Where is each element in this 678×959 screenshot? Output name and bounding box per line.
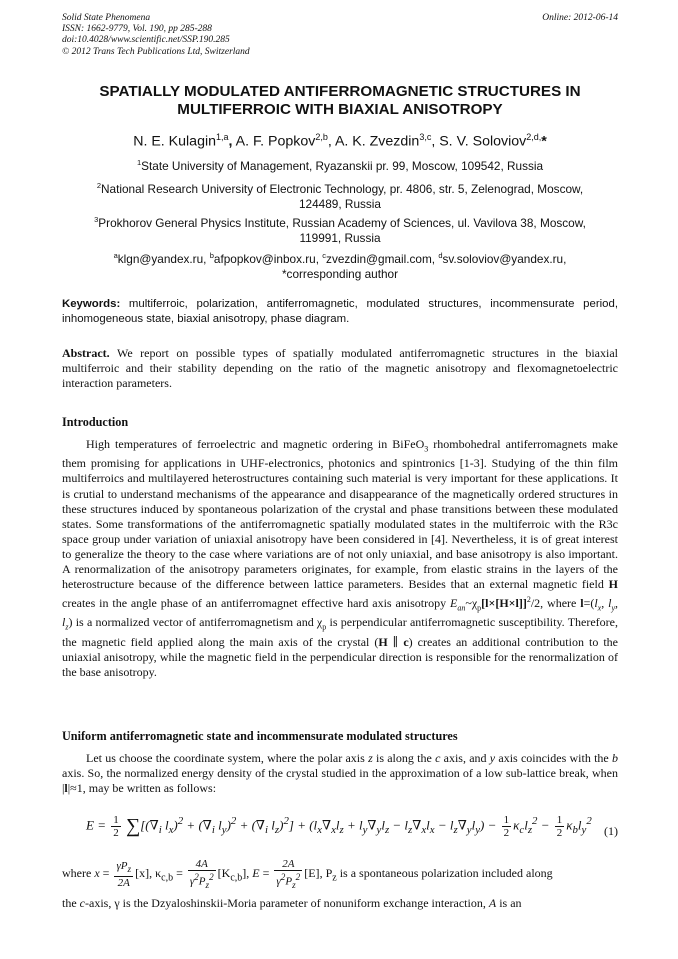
equation-definitions: where x = $\frac{\gamma P_z}{2A}$ [x], $\kappa_{c,b}$ = $\frac{4A}{\gamma^2P_z^2}$ $[K_{c,b}]$, E = $\frac{2A}{\gamma^2P_z^2}$ [E], $P_z$ is a spontaneous polarization included along the c-axis, γ is the Dzyaloshinskii-Moria parameter of nonuniform exchange interaction, A is an xyxy=(62,858,553,910)
online-date: Online: 2012-06-14 xyxy=(542,13,618,23)
keywords xyxy=(62,297,618,327)
copyright-line: © 2012 Trans Tech Publications Ltd, Switzerland xyxy=(62,46,250,57)
journal-name: Solid State Phenomena xyxy=(62,13,151,23)
title-line-2: MULTIFERROIC WITH BIAXIAL ANISOTROPY xyxy=(177,101,503,118)
journal-header xyxy=(62,13,618,58)
affiliation-3: $^3$Prokhorov General Physics Institute, Russian Academy of Sciences, ul. Vavilova 38, Moscow, 119991, Russia xyxy=(94,215,586,245)
author-2: A. F. Popkov xyxy=(235,133,316,150)
keywords-label: Keywords: xyxy=(62,298,121,310)
author-list: N. E. Kulagin$^{1,a}$, A. F. Popkov$^{2,b}$, A. K. Zvezdin$^{3,c}$, S. V. Soloviov$^{2,d,}$* xyxy=(133,132,547,150)
energy-equation xyxy=(86,810,618,854)
issn-line: ISSN: 1662-9779, Vol. 190, pp 285-288 xyxy=(62,24,212,35)
section2-paragraph: Let us choose the coordinate system, where the polar axis z is along the c axis, and y axis coincides with the b axis. So, the normalized energy density of the crystal studied in the approximation of a low sub-lattice break, when |l|≈1, may be written as follows: xyxy=(62,751,619,796)
email-c[interactable]: zvezdin@gmail.com, xyxy=(326,251,439,266)
doi-line: doi:10.4028/www.scientific.net/SSP.190.285 xyxy=(62,35,230,46)
email-b[interactable]: afpopkov@inbox.ru, xyxy=(213,251,323,266)
email-d[interactable]: sv.soloviov@yandex.ru, xyxy=(442,251,567,266)
paper-title xyxy=(62,83,618,119)
abstract-label: Abstract. xyxy=(62,346,110,360)
section-heading-uniform-state: Uniform antiferromagnetic state and incommensurate modulated structures xyxy=(62,729,458,743)
author-4: S. V. Soloviov xyxy=(439,133,527,150)
title-line-1: SPATIALLY MODULATED ANTIFERROMAGNETIC STRUCTURES IN xyxy=(99,83,581,100)
affiliation-1: $^1$State University of Management, Ryazanskii pr. 99, Moscow, 109542, Russia xyxy=(136,158,544,173)
abstract-text: We report on possible types of spatially modulated antiferromagnetic structures in the biaxial multiferroic and their stability depending on the ratio of the magnetic anisotropy and flexomagnetoelectric interaction parameters. xyxy=(62,346,618,391)
equation-body: E = $\frac{1}{2}$ $\sum[(\nabla_i$ $l_x)^2 + (\nabla_i$ $l_y)^2 + (\nabla_i$ $l_z)^2] + (l_x\nabla_xl_z + l_y\nabla_yl_z - l_z\nabla_xl_x - l_z\nabla_yl_y)$ − $\frac{1}{2}$ $\kappa_cl_z^2$ − $\frac{1}{2}$ $\kappa_bl_y^2$ xyxy=(86,814,592,839)
author-emails: $^a$klgn@yandex.ru, $^b$afpopkov@inbox.ru, $^c$zvezdin@gmail.com, $^d$sv.soloviov@yandex.ru, *corresponding author xyxy=(62,248,618,282)
author-3: A. K. Zvezdin xyxy=(334,133,420,150)
email-a[interactable]: klgn@yandex.ru, xyxy=(117,251,210,266)
equation-number: (1) xyxy=(604,824,618,838)
author-1: N. E. Kulagin xyxy=(133,133,217,150)
affiliation-2: $^2$National Research University of Electronic Technology, pr. 4806, str. 5, Zelenograd, Moscow, 124489, Russia xyxy=(96,181,584,211)
corresponding-author-note: *corresponding author xyxy=(281,266,399,281)
introduction-paragraph: High temperatures of ferroelectric and magnetic ordering in BiFeO$_3$ rhombohedral antiferromagnets make them promising for applications in UHF-electronics, photonics and spintronics [1-3]. Studying of the thin film multiferroics and multilayered heterostructures containing such material is very important for these applications. It is crutial to understand mechanisms of the appearance and disappearance of the magnetically ordered structures in these structures induced by spontaneous polarization of the crystal and phase transitions between these modulated states. Some transformations of the antiferromagnetic spatially modulated states in the multiferroic with the R3c space group under variation of uniaxial anisotropy have been considered in [4]. Nevertheless, it is of great interest to generalize the theory to the case where variations are of not only uniaxial, and base anisotropy is also important. A renormalization of the anisotropy parameters originates, for example, from elastic strains in the layers of the heterostructure because of the difference between lattice parameters. Besides that an external magnetic field H creates in the angle phase of an antiferromagnet effective hard axis anisotropy $E_{an}\sim\chi_p[l\times[H\times l]]^2/2$, where $l=(l_x$, $l_y$, $l_z$) is a normalized vector of antiferromagnetism and $\chi_p$ is perpendicular antiferromagnetic susceptibility. Therefore, the magnetic field applied along the main axis of the crystal (H ∥ c) creates an additional contribution to the uniaxial anisotropy, while the magnetic field in the perpendicular direction is responsible for the renormalization of the base anisotropy. xyxy=(62,437,619,679)
abstract xyxy=(62,346,618,391)
section-heading-introduction: Introduction xyxy=(62,415,129,429)
keywords-text: multiferroic, polarization, antiferromagnetic, modulated structures, incommensurate period, inhomogeneous state, biaxial anisotropy, phase diagram. xyxy=(62,298,618,325)
